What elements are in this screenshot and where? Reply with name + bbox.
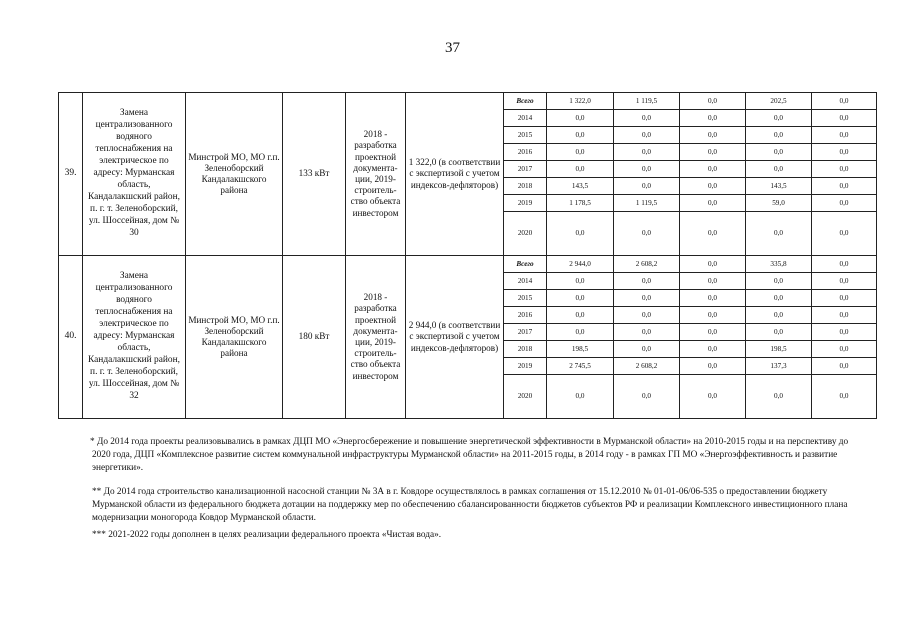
value-cell: 0,0 [812, 110, 877, 127]
value-cell: 0,0 [680, 341, 746, 358]
value-cell: 0,0 [812, 212, 877, 256]
value-cell: 0,0 [680, 127, 746, 144]
project-number: 39. [59, 93, 83, 256]
value-cell: 1 119,5 [614, 93, 680, 110]
projects-table-body [59, 93, 877, 419]
value-cell: 0,0 [547, 144, 614, 161]
value-cell: 2 944,0 [547, 256, 614, 273]
year-cell: Всего [504, 93, 547, 110]
value-cell: 0,0 [812, 195, 877, 212]
value-cell: 198,5 [547, 341, 614, 358]
value-cell: 0,0 [812, 273, 877, 290]
value-cell: 0,0 [614, 341, 680, 358]
value-cell: 2 608,2 [614, 358, 680, 375]
year-cell: 2020 [504, 212, 547, 256]
year-cell: Всего [504, 256, 547, 273]
value-cell: 0,0 [547, 212, 614, 256]
value-cell: 0,0 [680, 324, 746, 341]
value-cell: 0,0 [680, 110, 746, 127]
value-cell: 0,0 [812, 358, 877, 375]
value-cell: 0,0 [746, 110, 812, 127]
value-cell: 0,0 [614, 127, 680, 144]
value-cell: 0,0 [746, 144, 812, 161]
project-number: 40. [59, 256, 83, 419]
value-cell: 0,0 [812, 93, 877, 110]
value-cell: 0,0 [680, 307, 746, 324]
page-number: 37 [445, 40, 460, 56]
value-cell: 0,0 [812, 307, 877, 324]
year-cell: 2018 [504, 341, 547, 358]
value-cell: 0,0 [614, 273, 680, 290]
value-cell: 0,0 [812, 375, 877, 419]
table-row [59, 256, 877, 273]
value-cell: 0,0 [614, 375, 680, 419]
value-cell: 0,0 [812, 256, 877, 273]
value-cell: 0,0 [614, 161, 680, 178]
value-cell: 1 178,5 [547, 195, 614, 212]
year-cell: 2016 [504, 144, 547, 161]
value-cell: 0,0 [680, 195, 746, 212]
value-cell: 0,0 [812, 127, 877, 144]
year-cell: 2015 [504, 290, 547, 307]
project-cost: 2 944,0 (в соответствии с экспертизой с учетом индексов-дефляторов) [406, 256, 504, 419]
value-cell: 0,0 [614, 212, 680, 256]
value-cell: 143,5 [746, 178, 812, 195]
value-cell: 0,0 [614, 324, 680, 341]
project-name: Замена централизованного водяного теплоснабжения на электрическое по адресу: Мурманская область, Кандалакшский район, п. г. т. Зеленоборский, ул. Шоссейная, дом № 32 [83, 256, 186, 419]
value-cell: 0,0 [680, 144, 746, 161]
value-cell: 0,0 [746, 324, 812, 341]
project-customer: Минстрой МО, МО г.п. Зеленоборский Кандалакшского района [186, 256, 283, 419]
value-cell: 0,0 [746, 307, 812, 324]
footnotes [92, 436, 852, 474]
table-row [59, 93, 877, 110]
value-cell: 0,0 [547, 273, 614, 290]
value-cell: 0,0 [812, 144, 877, 161]
value-cell: 0,0 [812, 324, 877, 341]
value-cell: 1 119,5 [614, 195, 680, 212]
year-cell: 2014 [504, 110, 547, 127]
projects-table [58, 92, 877, 419]
project-power: 133 кВт [283, 93, 346, 256]
value-cell: 0,0 [680, 358, 746, 375]
footnote-1: * До 2014 года проекты реализовывались в рамках ДЦП МО «Энергосбережение и повышение энергетической эффективности в Мурманской области» на 2010-2015 годы и на перспективу до 2020 года, ДЦП «Комплексное развитие систем коммунальной инфраструктуры Мурманской области» на 2011-2015 годы, в 2014 году - в рамках ГП МО «Энергоэффективность и развитие энергетики». [90, 437, 849, 473]
value-cell: 0,0 [746, 273, 812, 290]
project-name: Замена централизованного водяного теплоснабжения на электрическое по адресу: Мурманская область, Кандалакшский район, п. г. т. Зеленоборский, ул. Шоссейная, дом № 30 [83, 93, 186, 256]
year-cell: 2015 [504, 127, 547, 144]
value-cell: 59,0 [746, 195, 812, 212]
value-cell: 0,0 [746, 161, 812, 178]
footnotes-3 [92, 529, 852, 542]
year-cell: 2017 [504, 324, 547, 341]
year-cell: 2018 [504, 178, 547, 195]
project-stage: 2018 - разработка проектной документа-ции, 2019- строитель-ство объекта инвестором [346, 93, 406, 256]
year-cell: 2016 [504, 307, 547, 324]
footnotes-2 [92, 486, 852, 524]
value-cell: 0,0 [812, 161, 877, 178]
value-cell: 0,0 [547, 110, 614, 127]
value-cell: 198,5 [746, 341, 812, 358]
footnote-2: ** До 2014 года строительство канализационной насосной станции № 3А в г. Ковдоре осуществлялось в рамках соглашения от 15.12.2010 № 01-01-06/06-535 о предоставлении бюджету Мурманской области из федерального бюджета дотации на поддержку мер по обеспечению сбалансированности бюджетов субъектов РФ и реализации Комплексного инвестиционного плана модернизации моногорода Ковдор Мурманской области. [92, 487, 848, 523]
value-cell: 0,0 [680, 161, 746, 178]
value-cell: 0,0 [547, 161, 614, 178]
value-cell: 0,0 [547, 307, 614, 324]
year-cell: 2017 [504, 161, 547, 178]
year-cell: 2020 [504, 375, 547, 419]
value-cell: 143,5 [547, 178, 614, 195]
value-cell: 0,0 [680, 290, 746, 307]
value-cell: 0,0 [812, 290, 877, 307]
value-cell: 0,0 [614, 110, 680, 127]
value-cell: 0,0 [746, 375, 812, 419]
value-cell: 0,0 [746, 127, 812, 144]
value-cell: 0,0 [680, 273, 746, 290]
value-cell: 0,0 [680, 212, 746, 256]
value-cell: 202,5 [746, 93, 812, 110]
value-cell: 137,3 [746, 358, 812, 375]
project-power: 180 кВт [283, 256, 346, 419]
value-cell: 0,0 [812, 341, 877, 358]
value-cell: 0,0 [547, 127, 614, 144]
value-cell: 0,0 [614, 144, 680, 161]
value-cell: 0,0 [547, 375, 614, 419]
project-stage: 2018 - разработка проектной документа-ции, 2019- строитель-ство объекта инвестором [346, 256, 406, 419]
year-cell: 2014 [504, 273, 547, 290]
value-cell: 0,0 [680, 178, 746, 195]
value-cell: 2 745,5 [547, 358, 614, 375]
value-cell: 0,0 [547, 290, 614, 307]
value-cell: 0,0 [614, 178, 680, 195]
value-cell: 2 608,2 [614, 256, 680, 273]
value-cell: 1 322,0 [547, 93, 614, 110]
value-cell: 0,0 [680, 256, 746, 273]
value-cell: 0,0 [614, 290, 680, 307]
value-cell: 0,0 [547, 324, 614, 341]
value-cell: 0,0 [746, 212, 812, 256]
project-customer: Минстрой МО, МО г.п. Зеленоборский Кандалакшского района [186, 93, 283, 256]
year-cell: 2019 [504, 358, 547, 375]
footnote-3: *** 2021-2022 годы дополнен в целях реализации федерального проекта «Чистая вода». [92, 530, 442, 540]
year-cell: 2019 [504, 195, 547, 212]
value-cell: 0,0 [746, 290, 812, 307]
value-cell: 0,0 [680, 93, 746, 110]
value-cell: 0,0 [680, 375, 746, 419]
project-cost: 1 322,0 (в соответствии с экспертизой с учетом индексов-дефляторов) [406, 93, 504, 256]
value-cell: 0,0 [812, 178, 877, 195]
value-cell: 335,8 [746, 256, 812, 273]
value-cell: 0,0 [614, 307, 680, 324]
